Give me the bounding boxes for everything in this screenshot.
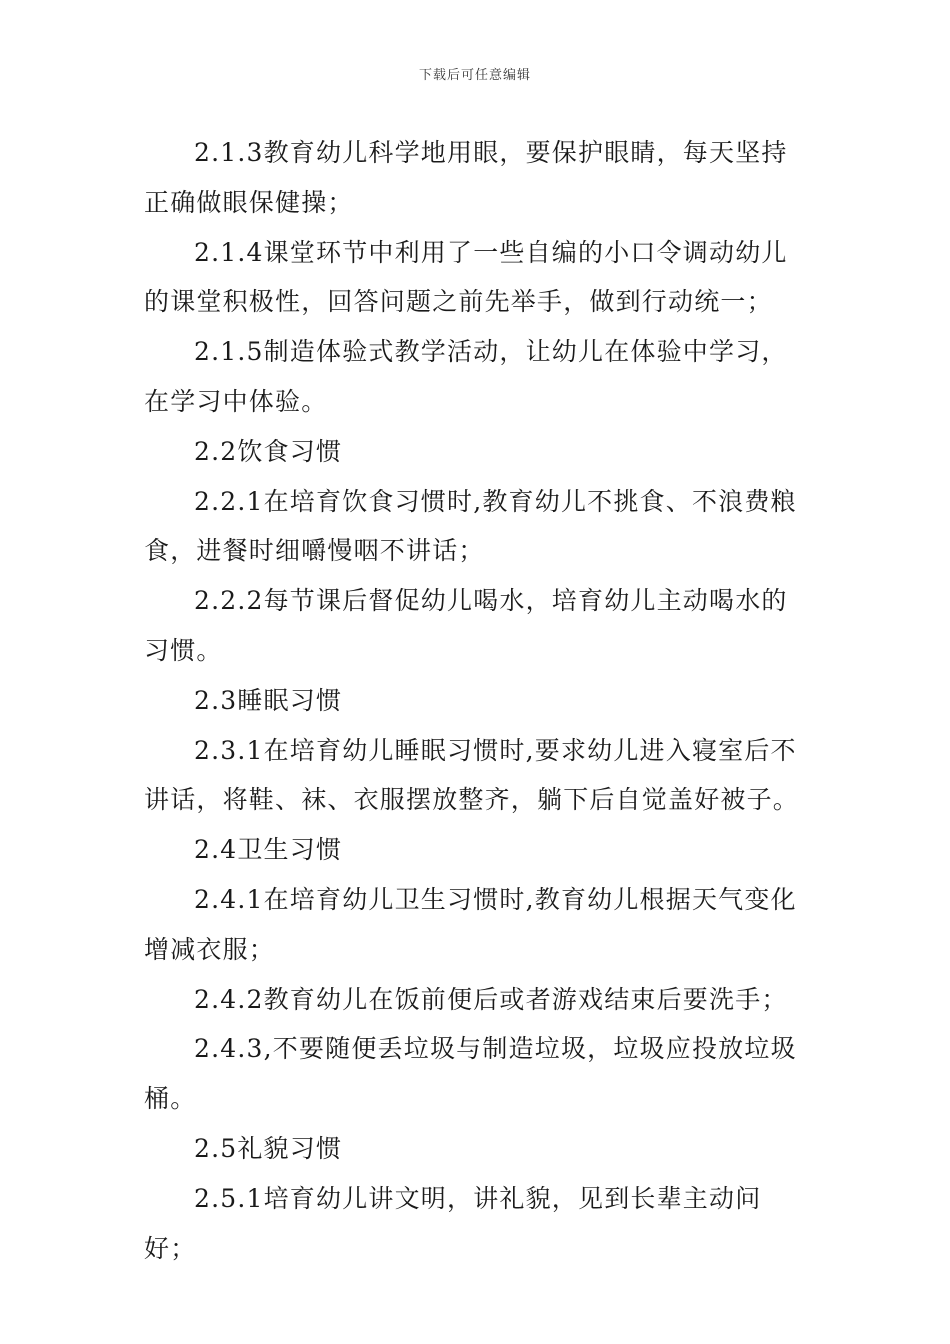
paragraph-2-3-1: 2.3.1在培育幼儿睡眠习惯时,要求幼儿进入寝室后不讲话，将鞋、袜、衣服摆放整齐，躺下后自觉盖好被子。 [144, 735, 800, 815]
paragraph-2-1-3: 2.1.3教育幼儿科学地用眼，要保护眼睛，每天坚持正确做眼保健操； [144, 138, 788, 217]
paragraph-2-4-1: 2.4.1在培育幼儿卫生习惯时,教育幼儿根据天气变化增减衣服； [144, 884, 797, 964]
paragraph-2-4-3: 2.4.3,不要随便丢垃圾与制造垃圾，垃圾应投放垃圾桶。 [144, 1034, 797, 1114]
paragraph-2-4-2: 2.4.2教育幼儿在饭前便后或者游戏结束后要洗手； [194, 984, 788, 1014]
section-heading-2-3: 2.3睡眠习惯 [194, 685, 343, 715]
paragraph-2-1-4: 2.1.4课堂环节中利用了一些自编的小口令调动幼儿的课堂积极性，回答问题之前先举手，做到行动统一； [144, 237, 788, 317]
section-heading-2-5: 2.5礼貌习惯 [194, 1133, 343, 1163]
paragraph-2-5-1: 2.5.1培育幼儿讲文明，讲礼貌，见到长辈主动问好； [144, 1183, 762, 1263]
paragraph-2-2-2: 2.2.2每节课后督促幼儿喝水，培育幼儿主动喝水的习惯。 [144, 586, 788, 665]
document-body [144, 128, 808, 1273]
paragraph-2-1-5: 2.1.5制造体验式教学活动，让幼儿在体验中学习，在学习中体验。 [144, 337, 788, 416]
section-heading-2-2: 2.2饮食习惯 [194, 436, 343, 466]
page-header: 下载后可任意编辑 [418, 68, 531, 83]
paragraph-2-2-1: 2.2.1在培育饮食习惯时,教育幼儿不挑食、不浪费粮食，进餐时细嚼慢咽不讲话； [144, 486, 797, 566]
section-heading-2-4: 2.4卫生习惯 [194, 835, 343, 865]
